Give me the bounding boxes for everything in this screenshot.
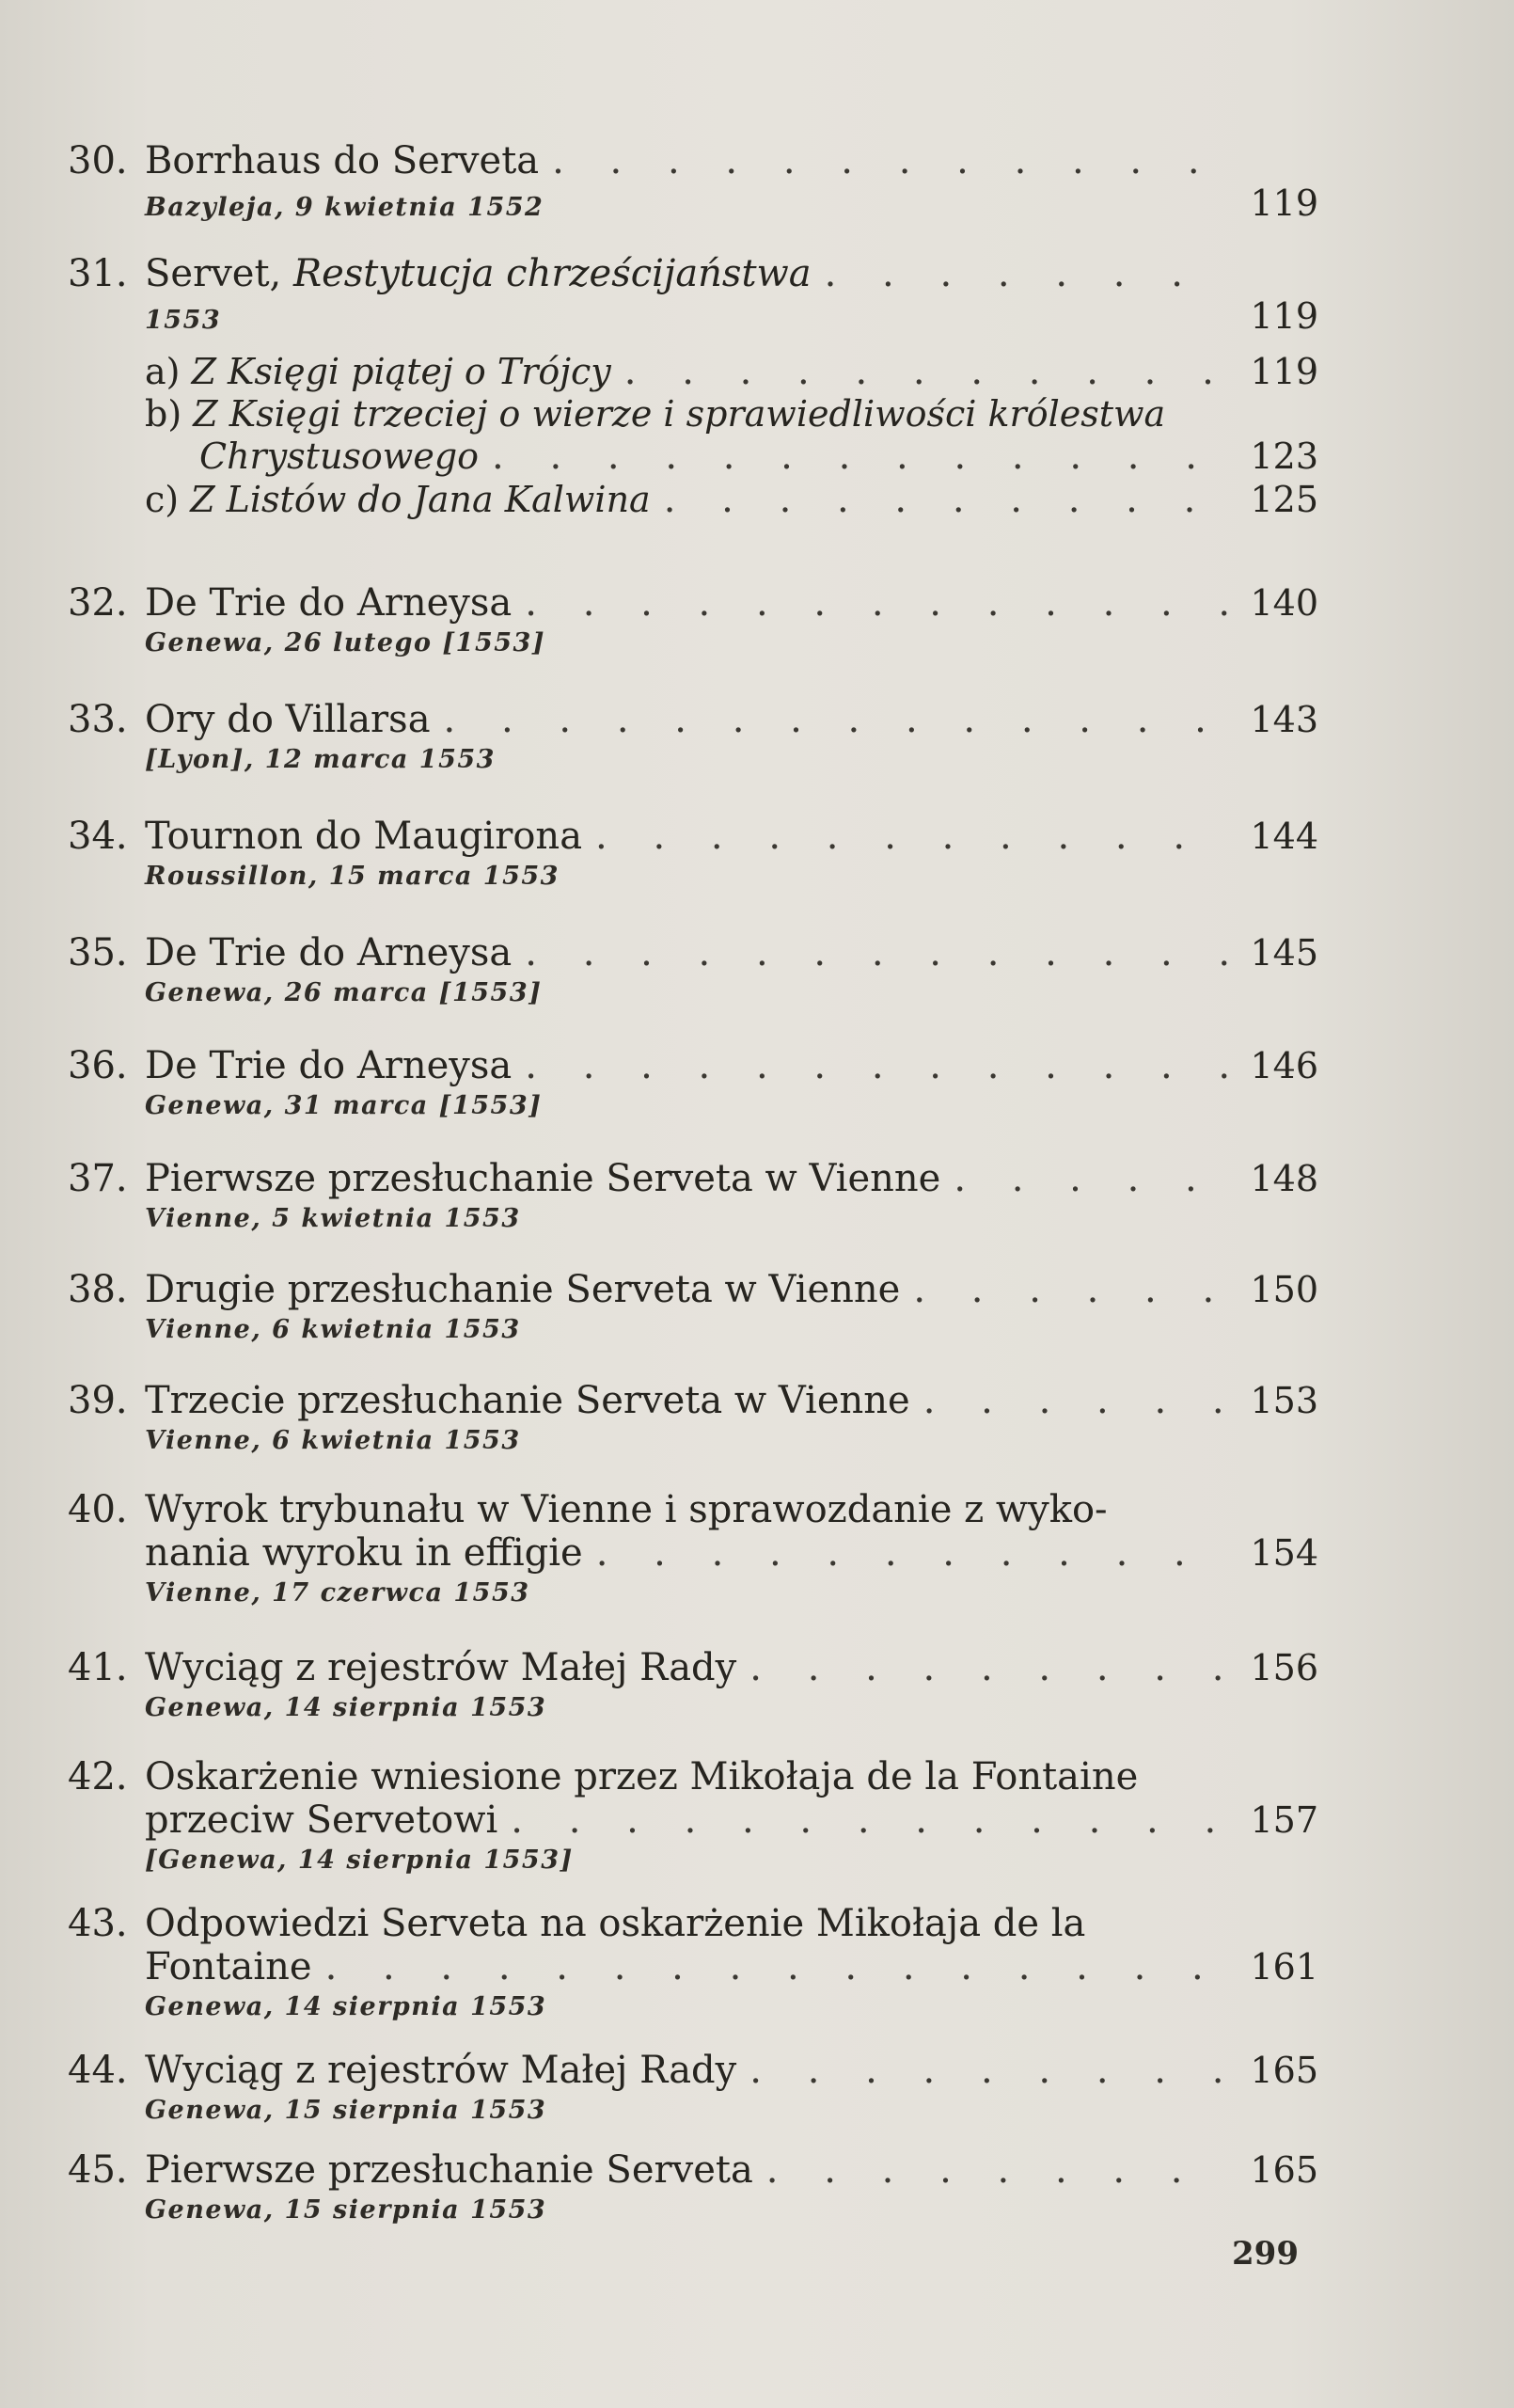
entry-subtitle: Genewa, 15 sierpnia 1553 <box>145 2195 547 2225</box>
entry-page: 119 <box>1250 182 1318 224</box>
sub-item-a: a) Z Księgi piątej o Trójcy <box>145 351 611 392</box>
entry-title: Pierwsze przesłuchanie Serveta w Vienne <box>145 1157 941 1200</box>
entry-subtitle: Bazyleja, 9 kwietnia 1552 <box>145 193 544 222</box>
leader-dots <box>595 815 1230 858</box>
entry-page: 148 <box>1250 1158 1318 1199</box>
leader-dots <box>552 139 1230 182</box>
entry-title: De Trie do Arneysa <box>145 581 513 625</box>
toc-entry-42 <box>68 1755 1318 1875</box>
leader-dots <box>913 1268 1230 1311</box>
entry-title: Oskarżenie wniesione przez Mikołaja de la Fontaine <box>145 1755 1139 1798</box>
toc-entry-41 <box>68 1646 1318 1722</box>
entry-number: 33. <box>68 698 128 741</box>
entry-number: 41. <box>68 1646 128 1689</box>
entry-page: 146 <box>1250 1045 1318 1086</box>
leader-dots <box>749 2049 1230 2092</box>
entry-title: Wyciąg z rejestrów Małej Rady <box>145 2049 737 2092</box>
toc-entry-31 <box>68 252 1318 521</box>
entry-subtitle: Vienne, 6 kwietnia 1553 <box>145 1426 521 1455</box>
leader-dots <box>749 1646 1230 1689</box>
entry-title: De Trie do Arneysa <box>145 931 513 974</box>
toc-entry-43 <box>68 1902 1318 2021</box>
toc-entry-44 <box>68 2049 1318 2125</box>
leader-dots <box>492 435 1230 478</box>
toc-entry-40 <box>68 1488 1318 1608</box>
entry-number: 37. <box>68 1157 128 1200</box>
leader-dots <box>825 252 1230 295</box>
entry-number: 42. <box>68 1755 128 1798</box>
entry-subtitle: Genewa, 14 sierpnia 1553 <box>145 1992 547 2021</box>
entry-subtitle: Roussillon, 15 marca 1553 <box>145 862 560 891</box>
leader-dots <box>954 1157 1230 1200</box>
entry-page: 165 <box>1250 2149 1318 2191</box>
leader-dots <box>325 1945 1230 1988</box>
entry-page: 161 <box>1250 1946 1318 1988</box>
leader-dots <box>525 1044 1230 1087</box>
entry-number: 31. <box>68 252 128 295</box>
leader-dots <box>444 698 1230 741</box>
entry-page: 154 <box>1250 1532 1318 1574</box>
entry-page: 156 <box>1250 1647 1318 1688</box>
entry-title: Wyciąg z rejestrów Małej Rady <box>145 1646 737 1689</box>
entry-number: 35. <box>68 931 128 974</box>
entry-title-cont: Fontaine <box>145 1945 312 1988</box>
entry-page: 153 <box>1250 1380 1318 1421</box>
toc-entry-36 <box>68 1044 1318 1120</box>
toc-entry-32 <box>68 581 1318 657</box>
leader-dots <box>525 581 1230 625</box>
entry-subtitle: 1553 <box>145 306 222 335</box>
entry-title: Pierwsze przesłuchanie Serveta <box>145 2148 753 2192</box>
entry-number: 34. <box>68 815 128 858</box>
entry-title: Odpowiedzi Serveta na oskarżenie Mikołaja de la <box>145 1902 1086 1945</box>
entry-subtitle: Genewa, 14 sierpnia 1553 <box>145 1693 547 1722</box>
entry-title: Trzecie przesłuchanie Serveta w Vienne <box>145 1379 910 1422</box>
entry-number: 40. <box>68 1488 128 1531</box>
entry-title: De Trie do Arneysa <box>145 1044 513 1087</box>
leader-dots <box>525 931 1230 974</box>
entry-subtitle: [Genewa, 14 sierpnia 1553] <box>145 1846 574 1875</box>
toc-entry-34 <box>68 815 1318 891</box>
entry-title: Borrhaus do Serveta <box>145 139 540 182</box>
entry-subtitle: Genewa, 15 sierpnia 1553 <box>145 2096 547 2125</box>
entry-number: 45. <box>68 2148 128 2192</box>
sub-item-b-cont: Chrystusowego <box>199 436 480 477</box>
entry-page: 143 <box>1250 699 1318 740</box>
entry-page: 125 <box>1250 479 1318 520</box>
entry-title: Drugie przesłuchanie Serveta w Vienne <box>145 1268 901 1311</box>
leader-dots <box>664 478 1230 521</box>
entry-title: Tournon do Maugirona <box>145 815 583 858</box>
toc-entry-33 <box>68 698 1318 774</box>
toc-entry-35 <box>68 931 1318 1007</box>
entry-page: 144 <box>1250 816 1318 857</box>
entry-title-cont: nania wyroku in effigie <box>145 1531 583 1575</box>
entry-page: 119 <box>1250 351 1318 392</box>
entry-subtitle: Vienne, 5 kwietnia 1553 <box>145 1204 521 1233</box>
entry-title-cont: przeciw Servetowi <box>145 1798 498 1842</box>
leader-dots <box>923 1379 1230 1422</box>
entry-number: 30. <box>68 139 128 182</box>
entry-page: 123 <box>1250 436 1318 477</box>
entry-number: 38. <box>68 1268 128 1311</box>
entry-subtitle: [Lyon], 12 marca 1553 <box>145 745 496 774</box>
entry-subtitle: Genewa, 31 marca [1553] <box>145 1091 543 1120</box>
entry-title: Servet, Restytucja chrześcijaństwa <box>145 252 812 295</box>
entry-page: 119 <box>1250 295 1318 337</box>
entry-page: 140 <box>1250 582 1318 624</box>
entry-number: 39. <box>68 1379 128 1422</box>
page-number: 299 <box>1232 2235 1299 2273</box>
entry-number: 44. <box>68 2049 128 2092</box>
entry-page: 145 <box>1250 932 1318 974</box>
entry-subtitle: Vienne, 6 kwietnia 1553 <box>145 1315 521 1344</box>
entry-subtitle: Vienne, 17 czerwca 1553 <box>145 1578 530 1608</box>
entry-title: Wyrok trybunału w Vienne i sprawozdanie z wyko- <box>145 1488 1108 1531</box>
sub-item-b: b) Z Księgi trzeciej o wierze i sprawiedliwości królestwa <box>145 393 1166 435</box>
entry-page: 157 <box>1250 1799 1318 1841</box>
leader-dots <box>766 2148 1230 2192</box>
entry-title: Ory do Villarsa <box>145 698 431 741</box>
entry-page: 150 <box>1250 1269 1318 1310</box>
toc-entry-37 <box>68 1157 1318 1233</box>
entry-subtitle: Genewa, 26 lutego [1553] <box>145 628 546 657</box>
leader-dots <box>596 1531 1230 1575</box>
entry-number: 36. <box>68 1044 128 1087</box>
entry-page: 165 <box>1250 2050 1318 2091</box>
entry-number: 32. <box>68 581 128 625</box>
toc-entry-30 <box>68 139 1318 224</box>
toc-entry-38 <box>68 1268 1318 1344</box>
toc-entry-39 <box>68 1379 1318 1455</box>
leader-dots <box>624 350 1230 393</box>
entry-subtitle: Genewa, 26 marca [1553] <box>145 978 543 1007</box>
toc-entry-45 <box>68 2148 1318 2225</box>
entry-number: 43. <box>68 1902 128 1945</box>
leader-dots <box>511 1798 1230 1842</box>
sub-item-c: c) Z Listów do Jana Kalwina <box>145 479 651 520</box>
